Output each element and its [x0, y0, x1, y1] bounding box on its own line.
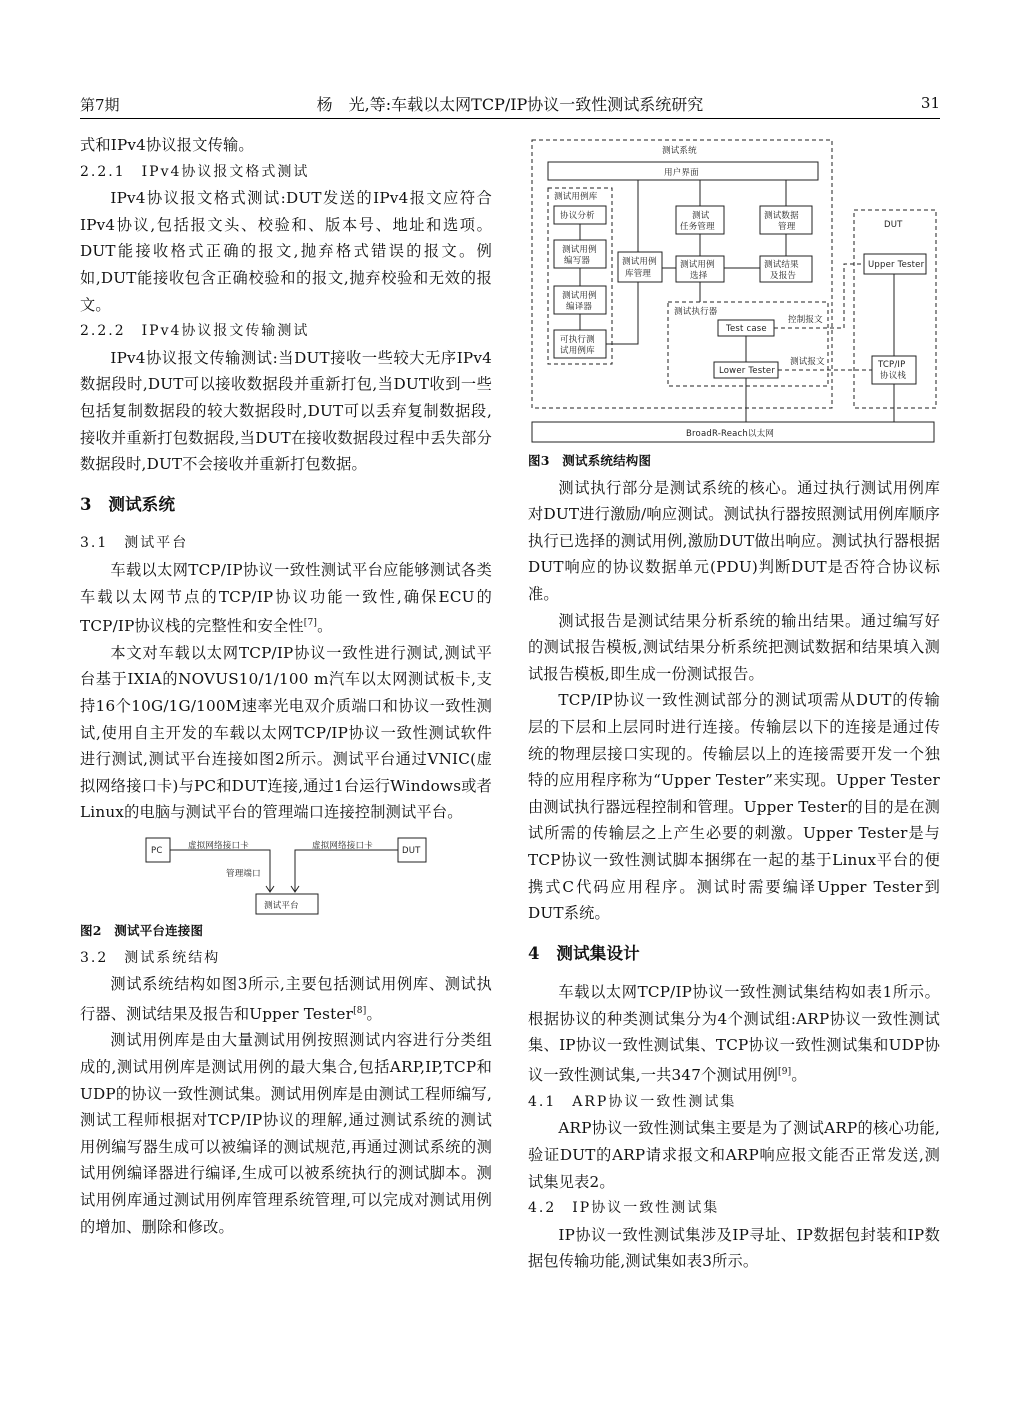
- paragraph: ARP协议一致性测试集主要是为了测试ARP的核心功能,验证DUT的ARP请求报文和ARP响应报文能否正常发送,测试集见表2。: [528, 1119, 940, 1191]
- paragraph: IPv4协议报文格式测试:DUT发送的IPv4报文应符合IPv4协议,包括报文头、校验和、版本号、地址和选项。DUT能接收格式正确的报文,抛弃格式错误的报文。例如,DUT能接收包含正确校验和的报文,抛弃校验和无效的报文。: [80, 189, 492, 314]
- paragraph: 测试报告是测试结果分析系统的输出结果。通过编写好的测试报告模板,测试结果分析系统把测试数据和结果填入测试报告模板,即生成一份测试报告。: [528, 611, 940, 683]
- vnic-label-left: 虚拟网络接口卡: [188, 840, 249, 851]
- right-column: [528, 136, 940, 1275]
- ui-label: 用户界面: [664, 168, 699, 178]
- paragraph: 车载以太网TCP/IP协议一致性测试平台应能够测试各类车载以太网节点的TCP/IP协议功能一致性,确保ECU的TCP/IP协议栈的完整性和安全性[7]。: [80, 560, 492, 636]
- svg-text:选择: 选择: [690, 271, 708, 281]
- figure-2-diagram: [80, 836, 492, 918]
- section-heading-2-2-1: 2.2.1 IPv4协议报文格式测试: [80, 163, 310, 180]
- figure-2-caption: 图2 测试平台连接图: [80, 922, 204, 938]
- svg-text:管理: 管理: [778, 222, 796, 232]
- paragraph: 测试执行部分是测试系统的核心。通过执行测试用例库对DUT进行激励/响应测试。测试执行器按照测试用例库顺序执行已选择的测试用例,激励DUT做出响应。测试执行器根据DUT响应的协议数据单元(PDU)判断DUT是否符合协议标准。: [528, 478, 940, 603]
- svg-text:测试用例: 测试用例: [680, 260, 715, 270]
- svg-text:Lower Tester: Lower Tester: [719, 366, 776, 376]
- citation: [7]: [303, 618, 318, 629]
- section-heading-4-1: 4.1 ARP协议一致性测试集: [528, 1093, 737, 1110]
- section-heading-3-2: 3.2 测试系统结构: [80, 949, 221, 966]
- citation: [9]: [778, 1067, 792, 1078]
- control-msg-label: 控制报文: [788, 315, 823, 325]
- issue-number: 第7期: [80, 96, 120, 114]
- section-heading-2-2-2: 2.2.2 IPv4协议报文传输测试: [80, 323, 310, 340]
- citation: [8]: [353, 1005, 367, 1016]
- running-title: 杨 光,等:车载以太网TCP/IP协议一致性测试系统研究: [316, 95, 704, 114]
- section-heading-4-2: 4.2 IP协议一致性测试集: [528, 1200, 720, 1217]
- paragraph: 测试用例库是由大量测试用例按照测试内容进行分类组成的,测试用例库是测试用例的最大集合,包括ARP,IP,TCP和UDP的协议一致性测试集。测试用例库是由测试工程师编写,测试工程师根据对TCP/IP协议的理解,通过测试系统的测试用例编写器生成可以被编译的测试规范,再通过测试系统的测试用例编译器进行编译,生成可以被系统执行的测试脚本。测试用例库通过测试用例库管理系统管理,可以完成对测试用例的增加、删除和修改。: [80, 1031, 492, 1236]
- svg-text:Test case: Test case: [726, 324, 767, 334]
- svg-text:库管理: 库管理: [625, 269, 652, 279]
- svg-text:测试用例: 测试用例: [562, 291, 597, 301]
- platform-label: 测试平台: [264, 900, 299, 911]
- svg-text:可执行测: 可执行测: [560, 335, 595, 345]
- figure-3-diagram: [528, 136, 940, 448]
- executor-label: 测试执行器: [674, 307, 718, 317]
- svg-text:TCP/IP: TCP/IP: [878, 360, 906, 370]
- mgmt-port-label: 管理端口: [226, 868, 261, 879]
- svg-text:测试结果: 测试结果: [764, 260, 799, 270]
- svg-text:及报告: 及报告: [770, 271, 797, 281]
- paragraph: 式和IPv4协议报文传输。: [80, 136, 254, 154]
- left-column: [80, 132, 492, 1240]
- svg-text:Upper Tester: Upper Tester: [868, 260, 925, 270]
- svg-text:测试用例: 测试用例: [562, 245, 597, 255]
- svg-text:试用例库: 试用例库: [560, 346, 595, 356]
- dut-label: DUT: [402, 845, 421, 856]
- section-heading-3-1: 3.1 测试平台: [80, 535, 189, 552]
- paragraph: 车载以太网TCP/IP协议一致性测试集结构如表1所示。根据协议的种类测试集分为4个测试组:ARP协议一致性测试集、IP协议一致性测试集、TCP协议一致性测试集和UDP协议一致性测试集,一共347个测试用例[9]。: [528, 983, 940, 1085]
- vnic-label-right: 虚拟网络接口卡: [312, 840, 373, 851]
- paragraph: IP协议一致性测试集涉及IP寻址、IP数据包封装和IP数据包传输功能,测试集如表3所示。: [528, 1225, 940, 1271]
- section-heading-4: 4 测试集设计: [528, 943, 640, 963]
- page-number: 31: [920, 94, 940, 112]
- svg-text:测试用例: 测试用例: [622, 257, 657, 267]
- paragraph: 本文对车载以太网TCP/IP协议一致性进行测试,测试平台基于IXIA的NOVUS10/1/100 m汽车以太网测试板卡,支持16个10G/1G/100M速率光电双介质端口和协议一致性测试,使用自主开发的车载以太网TCP/IP协议一致性测试软件进行测试,测试平台连接如图2所示。测试平台通过VNIC(虚拟网络接口卡)与PC和DUT连接,通过1台运行Windows或者Linux的电脑与测试平台的管理端口连接控制测试平台。: [80, 643, 492, 822]
- paragraph: TCP/IP协议一致性测试部分的测试项需从DUT的传输层的下层和上层同时进行连接。传输层以下的连接是通过传统的物理层接口实现的。传输层以上的连接需要开发一个独特的应用程序称为“Upper Tester”来实现。Upper Tester由测试执行器远程控制和管理。Upper Tester的目的是在测试所需的传输层之上产生必要的刺激。Upper Tester是与TCP协议一致性测试脚本捆绑在一起的基于Linux平台的便携式C代码应用程序。测试时需要编译Upper Tester到DUT系统。: [528, 691, 940, 923]
- svg-text:协议栈: 协议栈: [880, 371, 907, 381]
- svg-text:协议分析: 协议分析: [560, 211, 595, 221]
- section-heading-3: 3 测试系统: [80, 494, 176, 514]
- svg-text:编译器: 编译器: [566, 302, 593, 312]
- paragraph: IPv4协议报文传输测试:当DUT接收一些较大无序IPv4数据段时,DUT可以接收数据段并重新打包,当DUT收到一些包括复制数据段的较大数据段时,DUT可以丢弃复制数据段,接收并重新打包数据段,当DUT在接收数据段过程中丢失部分数据段时,DUT不会接收并重新打包数据。: [80, 348, 492, 474]
- svg-text:任务管理: 任务管理: [680, 222, 715, 232]
- dut-label: DUT: [884, 220, 903, 230]
- bus-label: BroadR-Reach以太网: [686, 429, 775, 439]
- running-header: [80, 92, 940, 119]
- figure-3-caption: 图3 测试系统结构图: [528, 453, 652, 468]
- svg-text:测试数据: 测试数据: [764, 211, 799, 221]
- test-system-label: 测试系统: [662, 146, 697, 156]
- svg-text:编写器: 编写器: [564, 256, 591, 266]
- test-lib-label: 测试用例库: [554, 192, 598, 202]
- paragraph: 测试系统结构如图3所示,主要包括测试用例库、测试执行器、测试结果及报告和Upper Tester[8]。: [80, 975, 492, 1023]
- svg-text:测试: 测试: [692, 211, 710, 221]
- pc-label: PC: [151, 845, 163, 856]
- test-msg-label: 测试报文: [790, 357, 825, 367]
